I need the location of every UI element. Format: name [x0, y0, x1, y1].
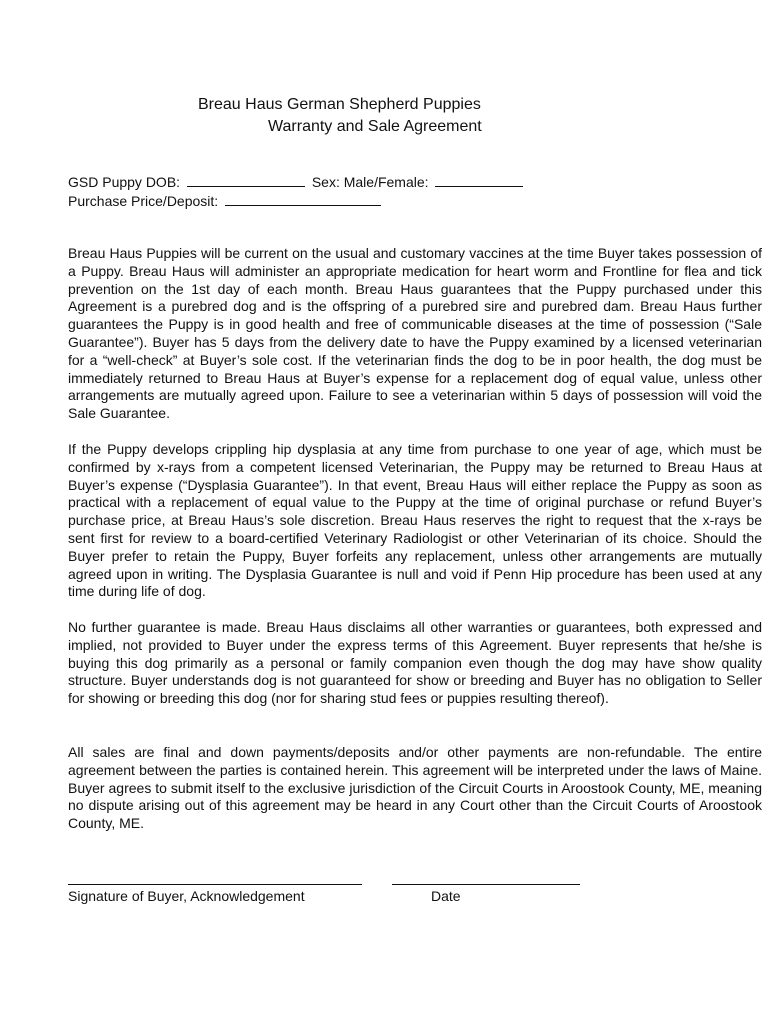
buyer-signature-line[interactable]: [68, 884, 362, 885]
paragraph-no-further-guarantee: No further guarantee is made. Breau Haus disclaims all other warranties or guarantees, both expressed and implied, not provided to Buyer under the express terms of this Agreement. Buyer represents that he/she is buying this dog primarily as a personal or family companion even though the dog may have show quality structure. Buyer understands dog is not guaranteed for show or breeding and Buyer has no obligation to Seller for showing or breeding this dog (nor for sharing stud fees or puppies resulting thereof).: [68, 619, 762, 707]
buyer-signature-label: Signature of Buyer, Acknowledgement: [68, 888, 305, 904]
paragraph-dysplasia-guarantee: If the Puppy develops crippling hip dysplasia at any time from purchase to one year of age, which must be confirmed by x-rays from a competent licensed Veterinarian, the Puppy may be returned to Breau Haus at Buyer’s expense (“Dysplasia Guarantee”). In that event, Breau Haus will either replace the Puppy as soon as practical with a replacement of equal value to the Puppy at the time of original purchase or refund Buyer’s purchase price, at Breau Haus’s sole discretion. Breau Haus reserves the right to request that the x-rays be sent first for review to a board-certified Veterinary Radiologist or other Veterinarian of its choice. Should the Buyer prefer to retain the Puppy, Buyer forfeits any replacement, unless other arrangements are mutually agreed upon in writing. The Dysplasia Guarantee is null and void if Penn Hip procedure has been used at any time during life of dog.: [68, 441, 762, 600]
document-subtitle: Warranty and Sale Agreement: [268, 118, 482, 135]
price-label: Purchase Price/Deposit:: [68, 193, 219, 209]
date-signature-line[interactable]: [392, 884, 580, 885]
date-label: Date: [431, 888, 461, 904]
document-title: Breau Haus German Shepherd Puppies: [198, 96, 481, 113]
dob-blank[interactable]: [187, 173, 305, 187]
price-line: [68, 192, 384, 210]
dob-label: GSD Puppy DOB:: [68, 174, 181, 190]
sex-blank[interactable]: [435, 173, 523, 187]
sex-label: Sex: Male/Female:: [311, 174, 429, 190]
paragraph-sales-final: All sales are final and down payments/deposits and/or other payments are non-refundable. The entire agreement between the parties is contained herein. This agreement will be interpreted under the laws of Maine. Buyer agrees to submit itself to the exclusive jurisdiction of the Circuit Courts in Aroostook County, ME, meaning no dispute arising out of this agreement may be heard in any Court other than the Circuit Courts of Aroostook County, ME.: [68, 744, 762, 832]
dob-sex-line: [68, 173, 526, 191]
price-blank[interactable]: [225, 192, 381, 206]
paragraph-vaccines-guarantee: Breau Haus Puppies will be current on the usual and customary vaccines at the time Buyer takes possession of a Puppy. Breau Haus will administer an appropriate medication for heart worm and Frontline for flea and tick prevention on the 1st day of each month. Breau Haus guarantees that the Puppy purchased under this Agreement is a purebred dog and is the offspring of a purebred sire and purebred dam. Breau Haus further guarantees the Puppy is in good health and free of communicable diseases at the time of possession (“Sale Guarantee”). Buyer has 5 days from the delivery date to have the Puppy examined by a licensed veterinarian for a “well-check” at Buyer’s sole cost. If the veterinarian finds the dog to be in poor health, the dog must be immediately returned to Breau Haus at Buyer’s expense for a replacement dog of equal value, unless other arrangements are mutually agreed upon. Failure to see a veterinarian within 5 days of possession will void the Sale Guarantee.: [68, 245, 762, 422]
